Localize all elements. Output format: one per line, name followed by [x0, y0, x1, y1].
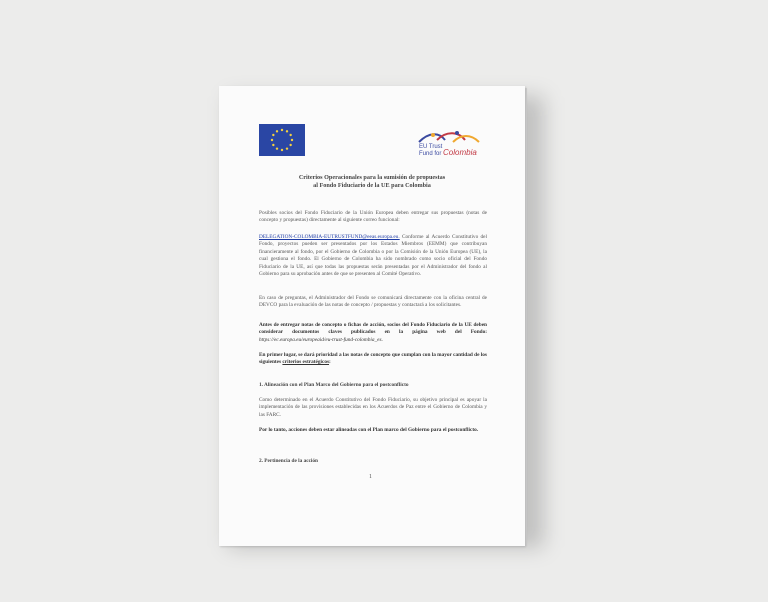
- eu-star-icon: [276, 147, 278, 149]
- eu-flag-icon: [259, 124, 305, 156]
- section-heading-2: 2. Pertinencia de la acción: [259, 458, 318, 464]
- fund-website-link[interactable]: https://ec.europa.eu/europeaid/eu-trust-fund-colombia_es.: [259, 336, 383, 343]
- paragraph-priority: En primer lugar, se dará prioridad a las notas de concepto que cumplan con la mayor cantidad de los siguientes criterios estratégicos:: [259, 352, 487, 366]
- eu-star-icon: [291, 139, 293, 141]
- eu-star-icon: [289, 144, 291, 146]
- eu-star-icon: [286, 147, 288, 149]
- paragraph-questions: En caso de preguntas, el Administrador del Fondo se comunicará directamente con la oficina central de DEVCO para la evaluación de las notas de concepto / propuestas y contactará a los solicitantes.: [259, 295, 487, 309]
- eu-star-icon: [272, 144, 274, 146]
- paragraph-submission: DELEGATION-COLOMBIA-EUTRUSTFUND@eeas.europa.eu. Conforme al Acuerdo Constitutivo del Fondo, proyectos pueden ser presentados por los Estados Miembros (EEMM) que contribuyan financieramente al fondo, por el Gobierno de Colombia o por la Comisión de la Unión Europea (UE), la cual gestiona el fondo. El Gobierno de Colombia ha sido nombrado como socio oficial del Fondo Fiduciario de la UE, así que todas las propuestas serán presentadas por el Administrador del fondo al Gobierno para su aprobación antes de que se presenten al Comité Operativo.: [259, 234, 487, 278]
- eu-star-icon: [286, 130, 288, 132]
- document-page: [219, 86, 525, 546]
- document-title: Criterios Operacionales para la sumisión de propuestas al Fondo Fiduciario de la UE para Colombia: [298, 174, 446, 189]
- criteria-link[interactable]: criterios estratégicos: [282, 359, 330, 366]
- eu-star-icon: [281, 129, 283, 131]
- paragraph-alignment: Por lo tanto, acciones deben estar alineadas con el Plan marco del Gobierno para el postconflicto.: [259, 427, 479, 433]
- paragraph-intro: Posibles socios del Fondo Fiduciario de la Unión Europea deben entregar sus propuestas (notas de concepto y propuestas) directamente al siguiente correo funcional:: [259, 210, 487, 224]
- eu-star-icon: [276, 130, 278, 132]
- paragraph-key-documents: Antes de entregar notas de concepto o fichas de acción, socios del Fondo Fiduciario de la UE deben considerar documentos claves publicados en la página web del Fondo: https://ec.europa.eu/europeaid/eu-trust-fund-colombia_es.: [259, 322, 487, 343]
- eu-star-icon: [271, 139, 273, 141]
- paragraph-objective: Como determinado en el Acuerdo Constitutivo del Fondo Fiduciario, su objetivo principal es apoyar la implementación de las provisiones establecidas en los Acuerdos de Paz entre el Gobierno de Colombia y las FARC.: [259, 397, 487, 418]
- eu-star-icon: [289, 134, 291, 136]
- eu-star-icon: [272, 134, 274, 136]
- email-link[interactable]: DELEGATION-COLOMBIA-EUTRUSTFUND@eeas.europa.eu.: [259, 234, 400, 240]
- section-heading-1: 1. Alineación con el Plan Marco del Gobierno para el postconflicto: [259, 382, 409, 388]
- trust-fund-logo-text: EU Trust Fund for Colombia: [419, 144, 477, 157]
- eu-star-icon: [281, 149, 283, 151]
- page-number: 1: [369, 474, 372, 480]
